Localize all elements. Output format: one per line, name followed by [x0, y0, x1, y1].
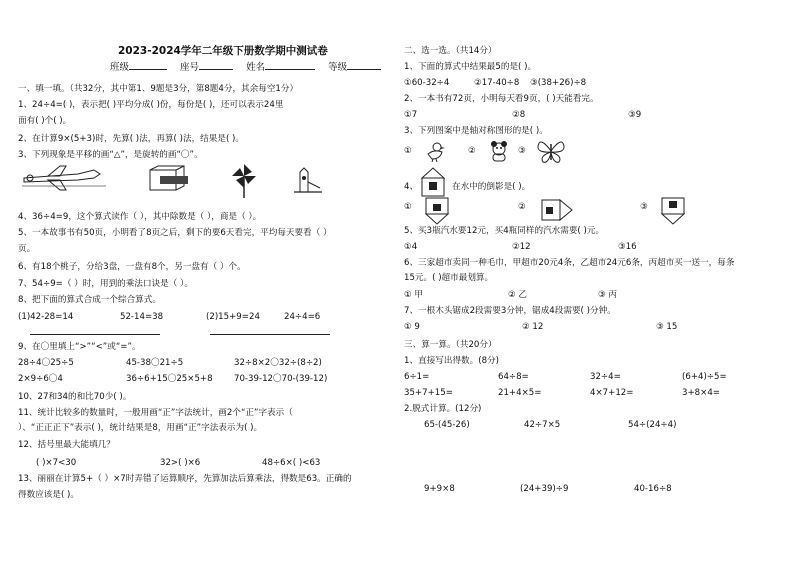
name-label: 姓名: [246, 62, 266, 73]
mc2-option-2[interactable]: ②8: [512, 110, 526, 120]
calc1-item-3: 32÷4=: [590, 372, 621, 382]
calc2-heading: 2.脱式计算。(12分): [404, 404, 482, 414]
q1-line1: 1、24÷4=( )，表示把( )平均分成( )份，每份是( )，还可以表示24里: [18, 100, 284, 110]
mc4-option-1[interactable]: ①: [404, 202, 412, 212]
calc1-item-1: 6÷1=: [404, 372, 430, 382]
q6: 6、有18个桃子，分给3盘，一盘有8个，另一盘有（ ）个。: [18, 262, 246, 272]
mc5: 5、买3瓶汽水要12元，买4瓶同样的汽水需要( )元。: [404, 226, 605, 236]
q8: 8、把下面的算式合成一个综合算式。: [18, 295, 161, 305]
mc7-option-3[interactable]: ③ 15: [656, 322, 678, 332]
q13-line1: 13、丽丽在计算5+（ ）×7时弄错了运算顺序，先算加法后算乘法，得数是63。正确的: [18, 474, 352, 484]
q8-eq1a: (1)42-28=14: [18, 312, 74, 322]
reflection-option-1-icon: [424, 196, 450, 228]
mc3-option-3[interactable]: ③: [518, 146, 526, 156]
q8-answer-line-2[interactable]: [210, 334, 330, 335]
calc1-item-5: 35+7+15=: [404, 388, 453, 398]
mc4-option-3[interactable]: ③: [640, 202, 648, 212]
calc2-item-5: (24+39)÷9: [520, 484, 569, 494]
grade-blank[interactable]: [347, 60, 381, 70]
name-blank[interactable]: [265, 60, 315, 70]
mc6-option-1[interactable]: ① 甲: [404, 290, 424, 300]
exam-title: 2023-2024学年二年级下册数学期中测试卷: [118, 45, 328, 57]
mc6-line2: 15元。( )超市最划算。: [404, 273, 494, 283]
reflection-option-3-icon: [660, 196, 686, 228]
bear-icon: [488, 140, 510, 162]
butterfly-icon: [536, 138, 566, 164]
q8-eq2a: (2)15+9=24: [206, 312, 260, 322]
paper-cutter-picture: [290, 164, 326, 196]
mc5-option-1[interactable]: ①4: [404, 242, 418, 252]
class-label: 班级: [110, 62, 130, 73]
q9-item-3: 32÷8×2〇32÷(8÷2): [234, 358, 322, 368]
q5-line2: 页。: [18, 244, 36, 254]
mc5-option-3[interactable]: ③16: [618, 242, 637, 252]
q12-item-3: 48÷6×( )<63: [262, 458, 321, 468]
mc5-option-2[interactable]: ②12: [512, 242, 531, 252]
q13-line2: 得数应该是( )。: [18, 490, 79, 500]
calc2-item-2: 42÷7×5: [524, 420, 561, 430]
calc1-item-7: 4×7+12=: [590, 388, 634, 398]
seat-blank[interactable]: [199, 60, 233, 70]
pinwheel-picture: [228, 162, 260, 200]
mc7: 7、一根木头锯成2段需要3分钟，锯成4段需要( )分钟。: [404, 306, 616, 316]
calc1-heading: 1、直接写出得数。(8分): [404, 356, 499, 366]
q7: 7、54÷9=（ ）时，用到的乘法口诀是（ ）。: [18, 279, 193, 289]
q10: 10、27和34的和比70少( )。: [18, 392, 132, 402]
q8-eq1b: 52-14=38: [120, 312, 164, 322]
q9-item-6: 70-39-12〇70-(39-12): [234, 374, 328, 384]
bird-icon: [424, 140, 446, 162]
mc2-option-3[interactable]: ③9: [628, 110, 642, 120]
mc4-question: 在水中的倒影是( )。: [452, 182, 531, 192]
q5-line1: 5、一本故事书有50页，小明看了8页之后，剩下的要6天看完，平均每天要看（ ）: [18, 228, 332, 238]
q12-item-2: 32>( )×6: [160, 458, 201, 468]
q11-line2: ）、“正正正下”表示( )，统计结果是8，用画“正”字法表示为( )。: [18, 423, 263, 433]
calc2-item-6: 40-16÷8: [634, 484, 672, 494]
house-shape-icon: [420, 166, 446, 198]
calc1-item-8: 3+8×4=: [682, 388, 721, 398]
q1-line2: 面有( )个( )。: [18, 116, 72, 126]
q4: 4、36÷4=9，这个算式读作（ ），其中除数是（ ），商是（ ）。: [18, 212, 262, 222]
mc3-option-2[interactable]: ②: [468, 146, 476, 156]
calc2-item-3: 54÷(24÷4): [628, 420, 677, 430]
mc4-number: 4、: [404, 182, 419, 192]
mc1-option-3[interactable]: ③(38+26)÷8: [530, 78, 587, 88]
mc3-option-1[interactable]: ①: [404, 146, 412, 156]
q8-eq2b: 24÷4=6: [284, 312, 321, 322]
mc1: 1、下面的算式中结果最5的是( )。: [404, 62, 537, 72]
grade-label: 等级: [328, 62, 348, 73]
seat-label: 座号: [180, 62, 200, 73]
mc6-option-3[interactable]: ③ 丙: [598, 290, 618, 300]
section-2-heading: 二、选一选。（共14分）: [404, 46, 497, 56]
q9: 9、在〇里填上“>”“<”或“=”。: [18, 342, 141, 352]
student-info-row: [110, 60, 381, 73]
q9-item-4: 2×9÷6〇4: [18, 374, 63, 384]
q11-line1: 11、统计比较多的数量时，一般用画“正”字法统计，画2个“正”字表示（: [18, 408, 293, 418]
mc2-option-1[interactable]: ①7: [404, 110, 418, 120]
q8-answer-line-1[interactable]: [30, 334, 160, 335]
mc3: 3、下列图案中是轴对称图形的是( )。: [404, 126, 548, 136]
mc1-option-2[interactable]: ②17-40÷8: [474, 78, 520, 88]
mc1-option-1[interactable]: ①60-32÷4: [404, 78, 450, 88]
q9-item-5: 36÷6+15〇25×5+8: [126, 374, 213, 384]
section-3-heading: 三、算一算。（共20分）: [404, 340, 497, 350]
calc1-item-2: 64÷8=: [498, 372, 529, 382]
calc2-item-4: 9+9×8: [424, 484, 455, 494]
q9-item-1: 28÷4〇25÷5: [18, 358, 74, 368]
q12-item-1: ( )×7<30: [36, 458, 77, 468]
reflection-option-2-icon: [540, 198, 574, 224]
class-blank[interactable]: [129, 60, 167, 70]
mc7-option-2[interactable]: ② 12: [522, 322, 544, 332]
q12: 12、括号里最大能填几？: [18, 440, 115, 450]
airplane-picture: [18, 164, 110, 194]
mc4-option-2[interactable]: ②: [518, 202, 526, 212]
q3: 3、下列现象是平移的画“△”，是旋转的画“〇”。: [18, 150, 203, 160]
q2: 2、在计算9×(5+3)时，先算( )法，再算( )法，结果是( )。: [18, 134, 244, 144]
calc2-item-1: 65-(45-26): [424, 420, 470, 430]
calc1-item-4: (6+4)÷5=: [682, 372, 727, 382]
mc2: 2、一本书有72页，小明每天看9页，( )天能看完。: [404, 94, 599, 104]
mc6-line1: 6、三家超市卖同一种毛巾，甲超市20元4条，乙超市24元6条，丙超市买一送一，每条: [404, 258, 735, 268]
section-1-heading: 一、填一填。（共32分，其中第1、9题是3分，第8题4分，其余每空1分）: [18, 84, 299, 94]
calc1-item-6: 21+4×5=: [498, 388, 542, 398]
mc6-option-2[interactable]: ② 乙: [508, 290, 528, 300]
sliding-box-picture: [146, 164, 192, 196]
q9-item-2: 45-38〇21÷5: [126, 358, 184, 368]
mc7-option-1[interactable]: ① 9: [404, 322, 420, 332]
